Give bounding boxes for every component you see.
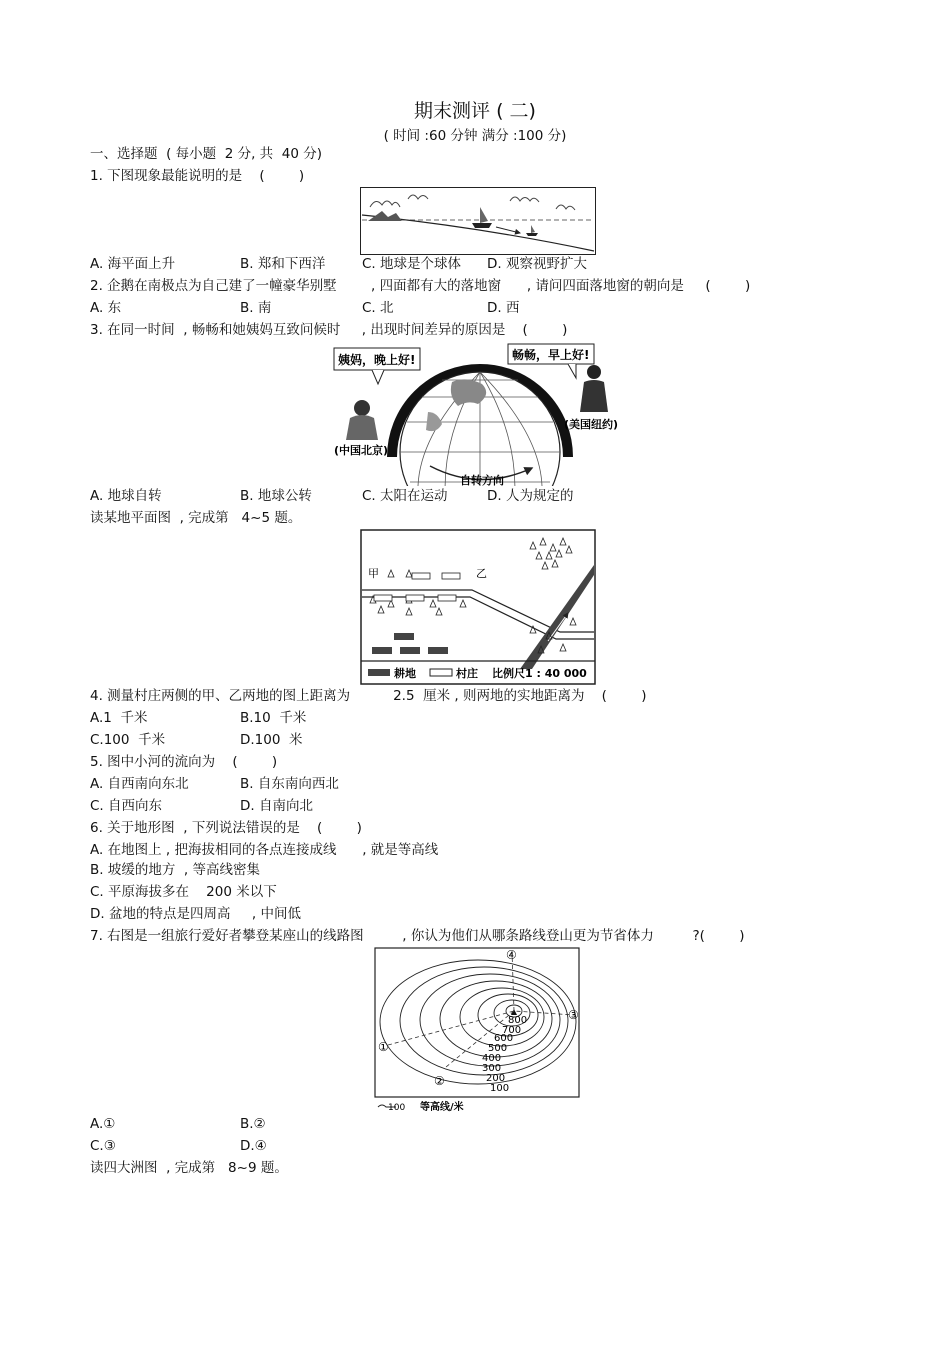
q3-option-a[interactable]: A. 地球自转: [90, 488, 162, 504]
route-label-2: ②: [434, 1074, 445, 1088]
q5-option-b[interactable]: B. 自东南向西北: [240, 776, 339, 792]
q6-option-c[interactable]: C. 平原海拔多在 200 米以下: [90, 884, 277, 900]
contour-label: 200: [486, 1073, 506, 1084]
contour-map-figure: [374, 947, 582, 1113]
q4-option-a[interactable]: A.1 千米: [90, 710, 148, 726]
contour-label: 500: [488, 1043, 508, 1054]
ship-horizon-figure: [360, 187, 596, 255]
contour-label: 700: [502, 1025, 522, 1036]
q6-option-d[interactable]: D. 盆地的特点是四周高 , 中间低: [90, 906, 302, 922]
q2-option-a[interactable]: A. 东: [90, 300, 122, 316]
section-heading: 一、选择题 ( 每小题 2 分, 共 40 分): [90, 146, 323, 162]
q6-stem: 6. 关于地形图 , 下列说法错误的是 ( ): [90, 820, 362, 836]
contour-legend: 等高线/米: [420, 1102, 464, 1113]
q1-option-d[interactable]: D. 观察视野扩大: [487, 256, 587, 272]
q1-option-a[interactable]: A. 海平面上升: [90, 256, 176, 272]
q2-stem: 2. 企鹅在南极点为自己建了一幢豪华别墅 , 四面都有大的落地窗 , 请问四面落地窗的朝向是 ( ): [90, 278, 751, 294]
q3-bubble-right: 畅畅，早上好!: [512, 348, 590, 362]
q3-label-beijing: (中国北京): [334, 444, 389, 457]
earth-rotation-figure: [332, 342, 624, 486]
q6-option-a[interactable]: A. 在地图上 , 把海拔相同的各点连接成线 , 就是等高线: [90, 842, 439, 858]
q4-option-c[interactable]: C.100 千米: [90, 732, 166, 748]
contour-label: 300: [482, 1063, 502, 1074]
q6-option-b[interactable]: B. 坡缓的地方 , 等高线密集: [90, 862, 261, 878]
map-legend-scale: 比例尺1 : 40 000: [492, 667, 587, 680]
q5-option-a[interactable]: A. 自西南向东北: [90, 776, 189, 792]
q3-stem: 3. 在同一时间 , 畅畅和她姨妈互致问候时 , 出现时间差异的原因是 ( ): [90, 322, 568, 338]
contour-label: 400: [482, 1053, 502, 1064]
map-legend-farmland: 耕地: [394, 667, 416, 680]
map-label-jia: 甲: [368, 567, 379, 580]
q4-stem: 4. 测量村庄两侧的甲、乙两地的图上距离为 2.5 厘米 , 则两地的实地距离为 ( ): [90, 688, 647, 704]
q5-option-c[interactable]: C. 自西向东: [90, 798, 163, 814]
q2-option-c[interactable]: C. 北: [362, 300, 394, 316]
q4-option-d[interactable]: D.100 米: [240, 732, 303, 748]
q1-stem: 1. 下图现象最能说明的是 ( ): [90, 168, 305, 184]
map-legend-village: 村庄: [456, 667, 478, 680]
q3-bubble-left: 姨妈，晚上好!: [338, 353, 416, 367]
contour-label: 600: [494, 1033, 514, 1044]
plan-map-figure: [360, 529, 596, 685]
contour-legend-value: 100: [388, 1103, 406, 1113]
route-label-1: ①: [378, 1040, 389, 1054]
contour-label: 800: [508, 1015, 528, 1026]
q3-option-b[interactable]: B. 地球公转: [240, 488, 312, 504]
q7-option-b[interactable]: B.②: [240, 1116, 266, 1132]
q7-option-c[interactable]: C.③: [90, 1138, 116, 1154]
q7-option-d[interactable]: D.④: [240, 1138, 267, 1154]
page-subtitle: ( 时间 :60 分钟 满分 :100 分): [383, 128, 567, 144]
q3-option-c[interactable]: C. 太阳在运动: [362, 488, 448, 504]
q2-option-d[interactable]: D. 西: [487, 300, 520, 316]
q3-label-newyork: (美国纽约): [564, 418, 619, 431]
map-label-yi: 乙: [476, 567, 487, 580]
contour-label: 100: [490, 1083, 510, 1094]
read-4-5-instruction: 读某地平面图 , 完成第 4~5 题。: [90, 510, 302, 526]
route-label-4: ④: [506, 948, 517, 962]
q7-stem: 7. 右图是一组旅行爱好者攀登某座山的线路图 , 你认为他们从哪条路线登山更为节省体力 ?( ): [90, 928, 745, 944]
q1-option-b[interactable]: B. 郑和下西洋: [240, 256, 326, 272]
q7-option-a[interactable]: A.①: [90, 1116, 116, 1132]
q4-option-b[interactable]: B.10 千米: [240, 710, 307, 726]
q3-label-rotation: 自转方向: [460, 474, 504, 486]
q1-option-c[interactable]: C. 地球是个球体: [362, 256, 462, 272]
route-label-3: ③: [568, 1008, 579, 1022]
q5-option-d[interactable]: D. 自南向北: [240, 798, 313, 814]
q3-option-d[interactable]: D. 人为规定的: [487, 488, 574, 504]
page-title: 期末测评 ( 二): [414, 100, 536, 122]
q5-stem: 5. 图中小河的流向为 ( ): [90, 754, 278, 770]
read-8-9-instruction: 读四大洲图 , 完成第 8~9 题。: [90, 1160, 288, 1176]
q2-option-b[interactable]: B. 南: [240, 300, 272, 316]
